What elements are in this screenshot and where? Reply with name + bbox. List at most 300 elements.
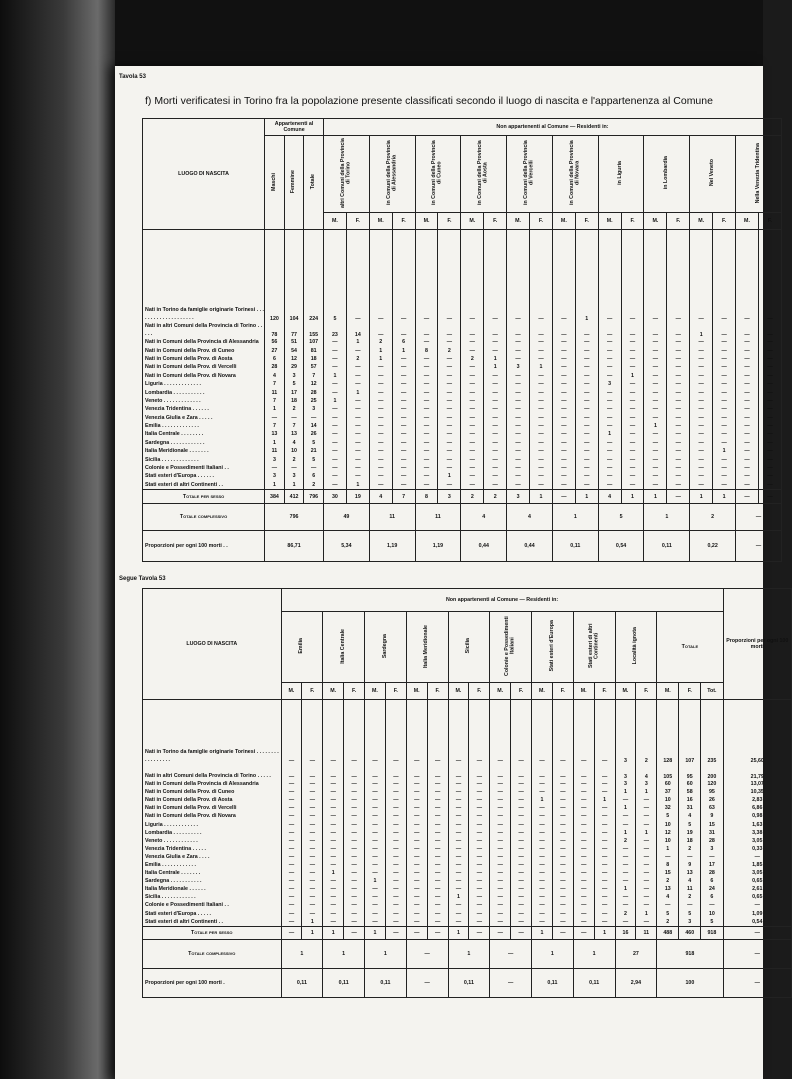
- table2-cell: 15: [657, 869, 679, 877]
- table2-sex-header: F.: [511, 683, 532, 700]
- table2-cell: —: [281, 710, 302, 764]
- table2-cell: —: [385, 804, 406, 812]
- table2-total-cell: —: [573, 926, 594, 939]
- table1-cell: —: [621, 439, 644, 447]
- table1-cell: 2: [438, 346, 461, 354]
- table1-cell: —: [621, 464, 644, 472]
- table2-cell: —: [448, 901, 469, 909]
- table1-column-label: Nella Venezia Tridentina: [754, 142, 761, 204]
- table2-cell: 60: [679, 780, 701, 788]
- table2-cell: 3: [615, 780, 636, 788]
- table2-cell: —: [406, 869, 427, 877]
- table1-cell: —: [507, 439, 530, 447]
- table2-cell: —: [532, 853, 553, 861]
- table1-cell: —: [575, 464, 598, 472]
- table2-spacer-cell: [143, 700, 282, 711]
- table1-spacer-cell: [461, 230, 484, 239]
- table1-column-label: Nel Veneto: [708, 159, 715, 187]
- table2-cell: —: [490, 764, 511, 780]
- table2-cell: —: [552, 901, 573, 909]
- table1-cell: —: [461, 430, 484, 438]
- table1-total-cell: 8: [415, 490, 438, 504]
- table2-row: [143, 910, 792, 918]
- table2-cell: —: [511, 764, 532, 780]
- table1-cell: —: [736, 405, 759, 413]
- table1-spacer-cell: [621, 230, 644, 239]
- table1-cell: —: [552, 430, 575, 438]
- table2-cell: —: [344, 877, 365, 885]
- table2-sex-header: Tot.: [701, 683, 723, 700]
- table1-cell: 7: [284, 422, 304, 430]
- table1-cell: —: [484, 430, 507, 438]
- table1-row-label: Sicilia . . . . . . . . . . . . .: [143, 455, 265, 463]
- table2-sex-header: F.: [385, 683, 406, 700]
- table2-sex-header: F.: [302, 683, 323, 700]
- table1-cell: —: [667, 481, 690, 490]
- table2-cell: —: [573, 918, 594, 927]
- table2-proportion-cell: —: [490, 968, 532, 997]
- table2-row: [143, 885, 792, 893]
- table2-cell: 2: [657, 877, 679, 885]
- table1-cell: 25: [304, 397, 324, 405]
- table1-cell: 3: [304, 405, 324, 413]
- table2-row: [143, 829, 792, 837]
- table1-cell: 14: [304, 422, 324, 430]
- table2-cell: —: [573, 837, 594, 845]
- table1-cell: —: [484, 405, 507, 413]
- table2-cell: —: [427, 780, 448, 788]
- table1-cell: —: [552, 455, 575, 463]
- table1-row: [143, 322, 782, 338]
- table1-cell: 78: [265, 322, 285, 338]
- table2-total-cell: —: [511, 926, 532, 939]
- table1-cell: —: [713, 464, 736, 472]
- table2-cell: —: [427, 918, 448, 927]
- table2-overall-total-row: [143, 939, 792, 968]
- table1-cell: —: [415, 414, 438, 422]
- table1-cell: —: [484, 447, 507, 455]
- table2-row-label: Stati esteri d'Europa . . . . .: [143, 910, 282, 918]
- table2-cell: —: [594, 845, 615, 853]
- table2-column-label: Colonie e Possedimenti Italiani: [504, 616, 516, 676]
- table2-cell: 21,79: [723, 764, 791, 780]
- table1-cell: 2: [284, 405, 304, 413]
- table1-cell: —: [484, 238, 507, 322]
- table2-cell: —: [469, 918, 490, 927]
- table1-cell: 3: [598, 380, 621, 388]
- table1-cell: —: [667, 422, 690, 430]
- table1-row: [143, 338, 782, 346]
- table1-cell: —: [758, 372, 781, 380]
- table2-cell: —: [281, 837, 302, 845]
- table1-cell: —: [758, 447, 781, 455]
- table1-cell: —: [598, 422, 621, 430]
- table1-cell: —: [621, 430, 644, 438]
- table2-cell: 1: [302, 918, 323, 927]
- table1-cell: —: [575, 405, 598, 413]
- table1: [142, 118, 782, 562]
- table2-row-label: Italia Centrale . . . . . . .: [143, 869, 282, 877]
- table1-spacer-cell: [575, 230, 598, 239]
- table1-column-header: [265, 136, 285, 230]
- table1-cell: 1: [346, 338, 369, 346]
- table1-cell: —: [392, 322, 415, 338]
- table1-cell: —: [690, 355, 713, 363]
- table1-cell: —: [575, 447, 598, 455]
- table2-cell: —: [302, 780, 323, 788]
- table2-cell: —: [511, 837, 532, 845]
- table1-spacer-cell: [690, 230, 713, 239]
- table2-cell: —: [615, 796, 636, 804]
- table1-proportion-cell: 0,11: [552, 531, 598, 562]
- table1-cell: —: [713, 346, 736, 354]
- table2-cell: —: [636, 918, 657, 927]
- table1-sex-header: M.: [415, 212, 438, 229]
- table2-cell: —: [302, 910, 323, 918]
- table1-cell: —: [575, 397, 598, 405]
- table2-cell: —: [448, 845, 469, 853]
- table1-cell: 2: [369, 338, 392, 346]
- table2-cell: 9: [679, 861, 701, 869]
- table2-cell: —: [469, 796, 490, 804]
- table1-cell: —: [346, 447, 369, 455]
- table1-cell: —: [461, 346, 484, 354]
- table1-cell: —: [369, 238, 392, 322]
- table2-cell: —: [365, 710, 386, 764]
- table1-cell: 224: [304, 238, 324, 322]
- table2-row-label: Veneto . . . . . . . . . . . .: [143, 837, 282, 845]
- table2-cell: —: [281, 804, 302, 812]
- table1-cell: —: [598, 464, 621, 472]
- table2-sex-header: F.: [636, 683, 657, 700]
- table2-cell: —: [302, 877, 323, 885]
- table2-cell: —: [573, 820, 594, 828]
- table1-cell: —: [461, 397, 484, 405]
- table2-row: [143, 788, 792, 796]
- table1-cell: —: [644, 439, 667, 447]
- table1-row: [143, 439, 782, 447]
- table2-cell: 8: [657, 861, 679, 869]
- table2-cell: —: [427, 710, 448, 764]
- table2-overall-cell: 918: [657, 939, 723, 968]
- table1-proportion-cell: 0,22: [690, 531, 736, 562]
- table2-cell: —: [302, 845, 323, 853]
- table2-cell: —: [552, 710, 573, 764]
- table2-cell: 3,05: [723, 837, 791, 845]
- table1-cell: 2: [461, 355, 484, 363]
- table2-total-cell: —: [552, 926, 573, 939]
- table2-column-header: [573, 612, 615, 683]
- table2-cell: —: [615, 861, 636, 869]
- table2-cell: —: [385, 796, 406, 804]
- table2-cell: —: [365, 910, 386, 918]
- table2-cell: —: [573, 829, 594, 837]
- table1-cell: —: [484, 422, 507, 430]
- table2-row-label: Nati in Comuni della Prov. di Cuneo: [143, 788, 282, 796]
- table1-row-label: Emilia . . . . . . . . . . . . .: [143, 422, 265, 430]
- table2-cell: —: [511, 861, 532, 869]
- table1-row: [143, 481, 782, 490]
- table2-cell: —: [344, 869, 365, 877]
- table2-cell: —: [490, 804, 511, 812]
- table2-cell: —: [302, 869, 323, 877]
- table1-cell: —: [369, 455, 392, 463]
- table2-cell: —: [427, 788, 448, 796]
- table2-cell: 4: [636, 764, 657, 780]
- table2-column-label: Località ignota: [632, 627, 639, 665]
- table1-cell: —: [667, 322, 690, 338]
- table2-spacer-cell: [469, 700, 490, 711]
- table1-cell: —: [621, 238, 644, 322]
- table2-row: [143, 812, 792, 820]
- table1-cell: —: [552, 338, 575, 346]
- table2-overall-cell: —: [406, 939, 448, 968]
- table2-sex-header: F.: [679, 683, 701, 700]
- table2-spacer-cell: [573, 700, 594, 711]
- table2-cell: —: [490, 812, 511, 820]
- table1-proportion-cell: 86,71: [265, 531, 324, 562]
- table2-row: [143, 837, 792, 845]
- table2-cell: —: [385, 901, 406, 909]
- table2-overall-cell: 1: [323, 939, 365, 968]
- table2-cell: 4: [679, 812, 701, 820]
- table1-cell: —: [369, 388, 392, 396]
- table1-cell: 1: [690, 322, 713, 338]
- table2-cell: —: [406, 812, 427, 820]
- table1-cell: —: [484, 455, 507, 463]
- table1-cell: 10: [284, 447, 304, 455]
- table1-cell: —: [690, 388, 713, 396]
- table1-row-label: Nati in altri Comuni della Provincia di Torino . . . . .: [143, 322, 265, 338]
- table1-cell: —: [530, 472, 553, 480]
- table1-row-label: Liguria . . . . . . . . . . . . .: [143, 380, 265, 388]
- table2-cell: —: [701, 853, 723, 861]
- table1-cell: —: [758, 481, 781, 490]
- table2-cell: —: [636, 877, 657, 885]
- table1-cell: 104: [284, 238, 304, 322]
- table1-cell: —: [644, 464, 667, 472]
- table2-cell: 16: [679, 796, 701, 804]
- table2-cell: —: [385, 918, 406, 927]
- table2-cell: —: [573, 764, 594, 780]
- table1-cell: —: [392, 455, 415, 463]
- table1-column-label: in Comuni della Provincia di Cuneo: [431, 140, 443, 206]
- table1-cell: —: [690, 372, 713, 380]
- table2-column-header: [281, 612, 323, 683]
- table1-cell: —: [758, 338, 781, 346]
- table1-overall-cell: 796: [265, 504, 324, 531]
- table2-row: [143, 780, 792, 788]
- table1-cell: —: [392, 372, 415, 380]
- table2-total-label: Totale per sesso: [143, 926, 282, 939]
- table1-cell: —: [507, 338, 530, 346]
- table1-cell: —: [667, 414, 690, 422]
- table2-nonresident-group-header: Non appartenenti al Comune — Residenti in:: [281, 589, 723, 612]
- table1-cell: —: [758, 414, 781, 422]
- table2-cell: 120: [701, 780, 723, 788]
- table2-cell: —: [385, 861, 406, 869]
- table1-cell: —: [713, 397, 736, 405]
- table1-proportion-cell: 0,44: [461, 531, 507, 562]
- table2-cell: —: [511, 829, 532, 837]
- table2-total-cell: —: [281, 926, 302, 939]
- table2-spacer-cell: [657, 700, 679, 711]
- table2-cell: —: [615, 877, 636, 885]
- table1-cell: —: [304, 414, 324, 422]
- table2-cell: 2: [679, 845, 701, 853]
- table2-cell: —: [323, 710, 344, 764]
- table1-cell: —: [552, 447, 575, 455]
- table1-cell: —: [369, 380, 392, 388]
- table1-sex-header: M.: [552, 212, 575, 229]
- table1-cell: —: [736, 464, 759, 472]
- table1-column-label: in Lombardia: [663, 156, 670, 190]
- table1-cell: 3: [507, 363, 530, 371]
- table2-cell: —: [344, 796, 365, 804]
- table1-cell: —: [552, 363, 575, 371]
- table1-cell: —: [713, 481, 736, 490]
- table2-row-label: Nati in Comuni della Prov. di Novara: [143, 812, 282, 820]
- table1-spacer-cell: [324, 230, 347, 239]
- table1-row: [143, 355, 782, 363]
- table2-cell: —: [385, 812, 406, 820]
- table2-cell: —: [365, 764, 386, 780]
- table2-row: [143, 820, 792, 828]
- table1-cell: 1: [346, 388, 369, 396]
- table1-proportion-cell: 0,54: [598, 531, 644, 562]
- table1-cell: —: [598, 455, 621, 463]
- table2-cell: 5: [679, 910, 701, 918]
- table2-row-label: Italia Meridionale . . . . . .: [143, 885, 282, 893]
- table2-cell: —: [573, 877, 594, 885]
- table2-cell: —: [448, 869, 469, 877]
- table2-row-label: Venezia Tridentina . . . . .: [143, 845, 282, 853]
- table1-cell: —: [621, 447, 644, 455]
- table1-cell: —: [438, 380, 461, 388]
- table1-cell: —: [713, 422, 736, 430]
- table2-row-label: Nati in Torino da famiglie originarie Torinesi . . . . . . . . . . . . . . . . .: [143, 710, 282, 764]
- table1-cell: —: [575, 363, 598, 371]
- table1-cell: —: [644, 363, 667, 371]
- table1-cell: —: [667, 238, 690, 322]
- table1-spacer-cell: [713, 230, 736, 239]
- table2-overall-cell: 1: [532, 939, 574, 968]
- table2-spacer-cell: [385, 700, 406, 711]
- table1-row-label: Stati esteri di altri Continenti . .: [143, 481, 265, 490]
- table1-proportion-cell: 0,11: [644, 531, 690, 562]
- table2-cell: —: [406, 877, 427, 885]
- table1-cell: —: [644, 380, 667, 388]
- table1-cell: —: [552, 346, 575, 354]
- table1-cell: —: [324, 346, 347, 354]
- table2-cell: —: [532, 910, 553, 918]
- table2-cell: —: [594, 710, 615, 764]
- table2-cell: 200: [701, 764, 723, 780]
- table2-cell: —: [365, 788, 386, 796]
- table2-cell: —: [448, 861, 469, 869]
- table2-total-cell: 488: [657, 926, 679, 939]
- table2-overall-cell: 27: [615, 939, 657, 968]
- table1-cell: —: [713, 472, 736, 480]
- table1-cell: —: [690, 380, 713, 388]
- table2-cell: —: [365, 861, 386, 869]
- table2-cell: —: [323, 845, 344, 853]
- table1-column-label: in Comuni della Provincia di Novara: [568, 140, 581, 206]
- table1-cell: —: [758, 322, 781, 338]
- table1-cell: —: [644, 430, 667, 438]
- table1-sex-header: F.: [530, 212, 553, 229]
- table2-cell: 1: [615, 804, 636, 812]
- table1-cell: —: [438, 464, 461, 472]
- table1-cell: —: [575, 422, 598, 430]
- table2-spacer-cell: [679, 700, 701, 711]
- table2-spacer-cell: [511, 700, 532, 711]
- table2-cell: —: [552, 885, 573, 893]
- table1-cell: —: [736, 355, 759, 363]
- table1-overall-cell: 11: [415, 504, 461, 531]
- table1-cell: —: [552, 481, 575, 490]
- table2-proportion-cell: 100: [657, 968, 723, 997]
- table2-row-label: Nati in altri Comuni della Provincia di Torino . . . . .: [143, 764, 282, 780]
- table1-cell: —: [552, 388, 575, 396]
- table1-cell: —: [758, 472, 781, 480]
- table1-cell: —: [552, 372, 575, 380]
- table2-column-label: Stati esteri d'Europa: [548, 620, 555, 672]
- table1-cell: —: [575, 388, 598, 396]
- table1-cell: 6: [304, 472, 324, 480]
- table2-column-header: [406, 612, 448, 683]
- table2-cell: —: [427, 861, 448, 869]
- table2-sex-header: F.: [594, 683, 615, 700]
- table2-cell: —: [511, 812, 532, 820]
- table1-cell: —: [392, 430, 415, 438]
- table1-cell: —: [758, 238, 781, 322]
- table2-cell: —: [427, 764, 448, 780]
- table2-cell: 2: [679, 893, 701, 901]
- table2-cell: —: [490, 829, 511, 837]
- table1-cell: —: [644, 414, 667, 422]
- table1-cell: 1: [484, 363, 507, 371]
- table1-cell: —: [438, 372, 461, 380]
- table2-cell: 1,09: [723, 910, 791, 918]
- table1-cell: —: [713, 414, 736, 422]
- table2-overall-cell: 1: [365, 939, 407, 968]
- table2-cell: —: [469, 820, 490, 828]
- table1-cell: —: [461, 439, 484, 447]
- table1-cell: —: [667, 372, 690, 380]
- table1-cell: —: [667, 346, 690, 354]
- table1-cell: —: [461, 481, 484, 490]
- table1-cell: —: [667, 464, 690, 472]
- table1-overall-cell: 5: [598, 504, 644, 531]
- table2-cell: —: [302, 853, 323, 861]
- table2-cell: —: [448, 853, 469, 861]
- table1-cell: —: [507, 430, 530, 438]
- table2-cell: 28: [701, 837, 723, 845]
- table2-cell: —: [552, 893, 573, 901]
- table1-cell: —: [284, 464, 304, 472]
- table1-cell: —: [552, 464, 575, 472]
- table2-total-cell: —: [490, 926, 511, 939]
- table1-cell: —: [438, 397, 461, 405]
- table1-cell: 23: [324, 322, 347, 338]
- table2-cell: —: [532, 837, 553, 845]
- table2-cell: —: [406, 893, 427, 901]
- table2-cell: —: [427, 845, 448, 853]
- table2-cell: 5: [679, 820, 701, 828]
- table2-cell: —: [723, 853, 791, 861]
- table1-total-cell: —: [667, 490, 690, 504]
